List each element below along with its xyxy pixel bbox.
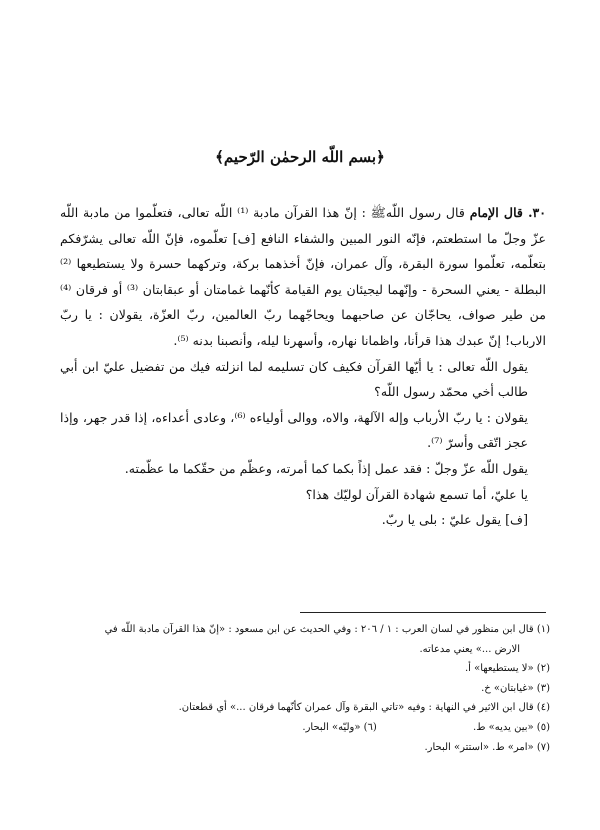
text-line: يقولان : يا ربّ الأرباب وإله الآلهة، والاه، ووالى أولياءه ⁽⁶⁾، وعادى أعداءه، إذا (134, 409, 528, 425)
paragraph-god-reply: يقول اللّه عزّ وجلّ : فقد عمل إذاً بكما كما أمرته، وعظّم من حقّكما ما عظّمته. (124, 460, 528, 476)
paragraph-quran-answer (60, 405, 546, 456)
footnote-6: (٦) «وليّه» البحار. (302, 721, 377, 733)
footnote-1: (١) قال ابن منظور في لسان العرب : ١ / ٢٠٦ : وفي الحديث عن ابن مسعود : «إنّ هذا القرآن مادبة اللّه في (104, 624, 550, 635)
text-line: كأنّهما غمامتان أو عبقابتان ⁽³⁾ أو فرقان ⁽⁴⁾ من طير صواف، يحاجّان عن صاحبهما (60, 281, 546, 323)
main-text (60, 200, 546, 533)
footnote-5-6-row (60, 718, 550, 738)
footnote-4: (٤) قال ابن الاثير في النهاية : وفيه «تاتي البقرة وآل عمران كأنّهما فرقان ...» أي قطعتان. (178, 702, 550, 714)
text-line: قدر جهر، وإذا عجز اتّقى وأسرّ ⁽⁷⁾. (60, 409, 528, 451)
paragraph-number-label: ٣٠. قال الإمام (469, 205, 546, 220)
text-line: قال رسول اللّهﷺ : إنّ هذا القرآن مادبة ⁽¹⁾ اللّه تعالى، فتعلّموا (135, 205, 465, 220)
paragraph-ali-reply: [ف] يقول عليّ : بلى يا ربّ. (381, 512, 528, 528)
footnote-divider (300, 612, 546, 613)
footnote-3: (٣) «غيابتان» خ. (481, 682, 550, 694)
text-line: وتركهما حسرة ولا يستطيعها ⁽²⁾ البطلة - يعني السحرة - وإنّهما ليجيئان يوم القيامة (60, 256, 546, 297)
footnote-5: (٥) «بين يديه» ط. (473, 721, 550, 733)
text-line: اللّه تعالى يشرّفكم بتعلّمه، تعلّموا سورة البقرة، وآل عمران، فإنّ أخذهما بركة، (60, 230, 546, 272)
text-line: من مادبة اللّه عزّ وجلّ ما استطعتم، فإنّه النور المبين والشفاء النافع [ف] تعلّموه، فإنّ (60, 205, 546, 246)
text-line: واظمانا نهاره، وأسهرنا ليله، وأنصبنا بدنه ⁽⁵⁾. (173, 332, 400, 348)
text-line: ابن أبي طالب أخي محمّد رسول اللّه؟ (60, 358, 528, 400)
paragraph-30 (60, 200, 546, 354)
footnote-1-continuation: الارض ...» يعني مدعاته. (419, 643, 520, 655)
text-line: يقول اللّه تعالى : يا أيّها القرآن فكيف كان تسليمه لما انزلته فيك من تفضيل عليّ (103, 358, 528, 374)
footnotes (60, 620, 550, 757)
text-line: ويحاجّهما ربّ العالمين، ربّ العزّة، يقولان : يا ربّ الارباب! إنّ عبدك هذا قرأنا، (60, 307, 546, 348)
footnote-7: (٧) «امر» ط. «استتر» البحار. (424, 741, 550, 753)
basmala-heading: ﴿بسم اللّه الرحمٰن الرّحيم﴾ (215, 148, 385, 166)
paragraph-god-question (60, 354, 546, 405)
paragraph-ali-address: يا عليّ، أما تسمع شهادة القرآن لوليّك هذا؟ (305, 486, 528, 502)
footnote-2: (٢) «لا يستطيعها» أ. (464, 663, 550, 675)
